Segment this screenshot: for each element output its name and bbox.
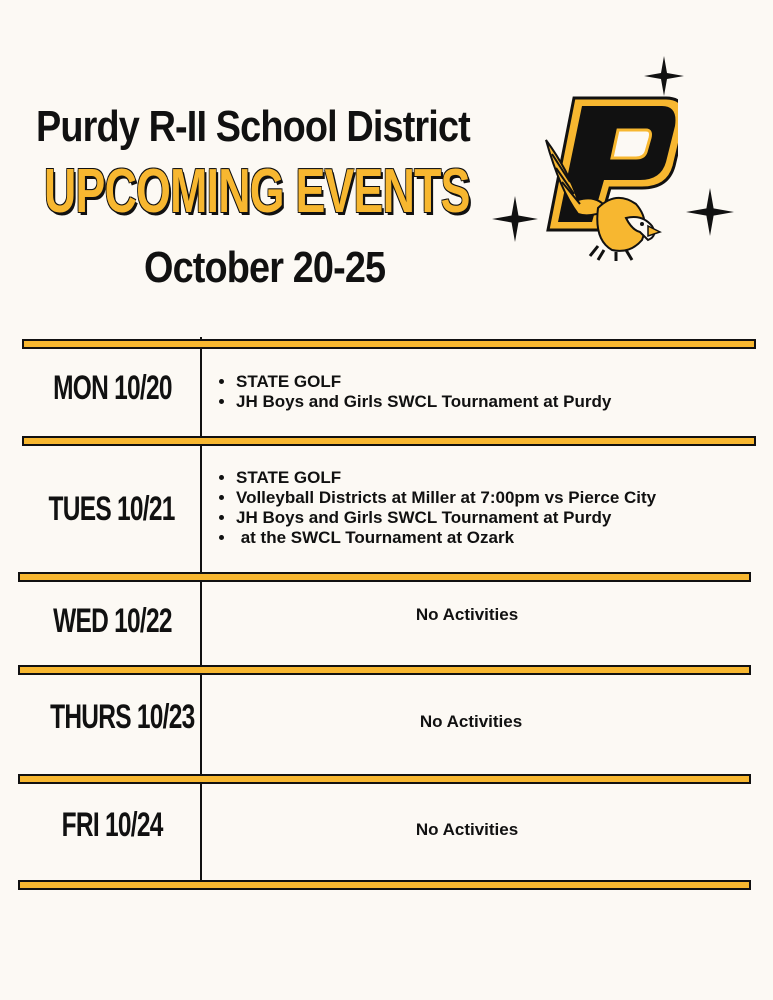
row-separator	[18, 572, 751, 582]
row-separator	[18, 665, 751, 675]
list-item: • at the SWCL Tournament at Ozark	[236, 528, 656, 548]
day-label-wednesday: WED 10/22	[52, 602, 172, 640]
list-item: • STATE GOLF	[236, 468, 656, 488]
day-label-friday: FRI 10/24	[61, 806, 163, 844]
list-item: • JH Boys and Girls SWCL Tournament at Purdy	[236, 508, 656, 528]
date-range: October 20-25	[144, 243, 386, 292]
row-separator	[18, 774, 751, 784]
no-activities-thursday: No Activities	[419, 712, 523, 731]
event-list-tuesday	[218, 468, 656, 548]
row-separator	[22, 436, 756, 446]
day-label-tuesday: TUES 10/21	[48, 490, 176, 528]
event-list-monday	[218, 372, 611, 412]
list-item: • STATE GOLF	[236, 372, 611, 392]
sparkle-star-icon	[686, 188, 734, 236]
list-item: • Volleyball Districts at Miller at 7:00pm vs Pierce City	[236, 488, 656, 508]
district-title: Purdy R-II School District	[36, 102, 470, 151]
day-label-monday: MON 10/20	[52, 369, 172, 407]
upcoming-events-headline: UPCOMING EVENTS	[44, 157, 470, 226]
eagle-p-logo-icon	[538, 90, 678, 262]
no-activities-wednesday: No Activities	[415, 605, 519, 624]
day-label-thursday: THURS 10/23	[50, 698, 195, 736]
row-separator	[18, 880, 751, 890]
row-separator	[22, 339, 756, 349]
sparkle-star-icon	[492, 196, 538, 242]
list-item: • JH Boys and Girls SWCL Tournament at Purdy	[236, 392, 611, 412]
no-activities-friday: No Activities	[415, 820, 519, 839]
